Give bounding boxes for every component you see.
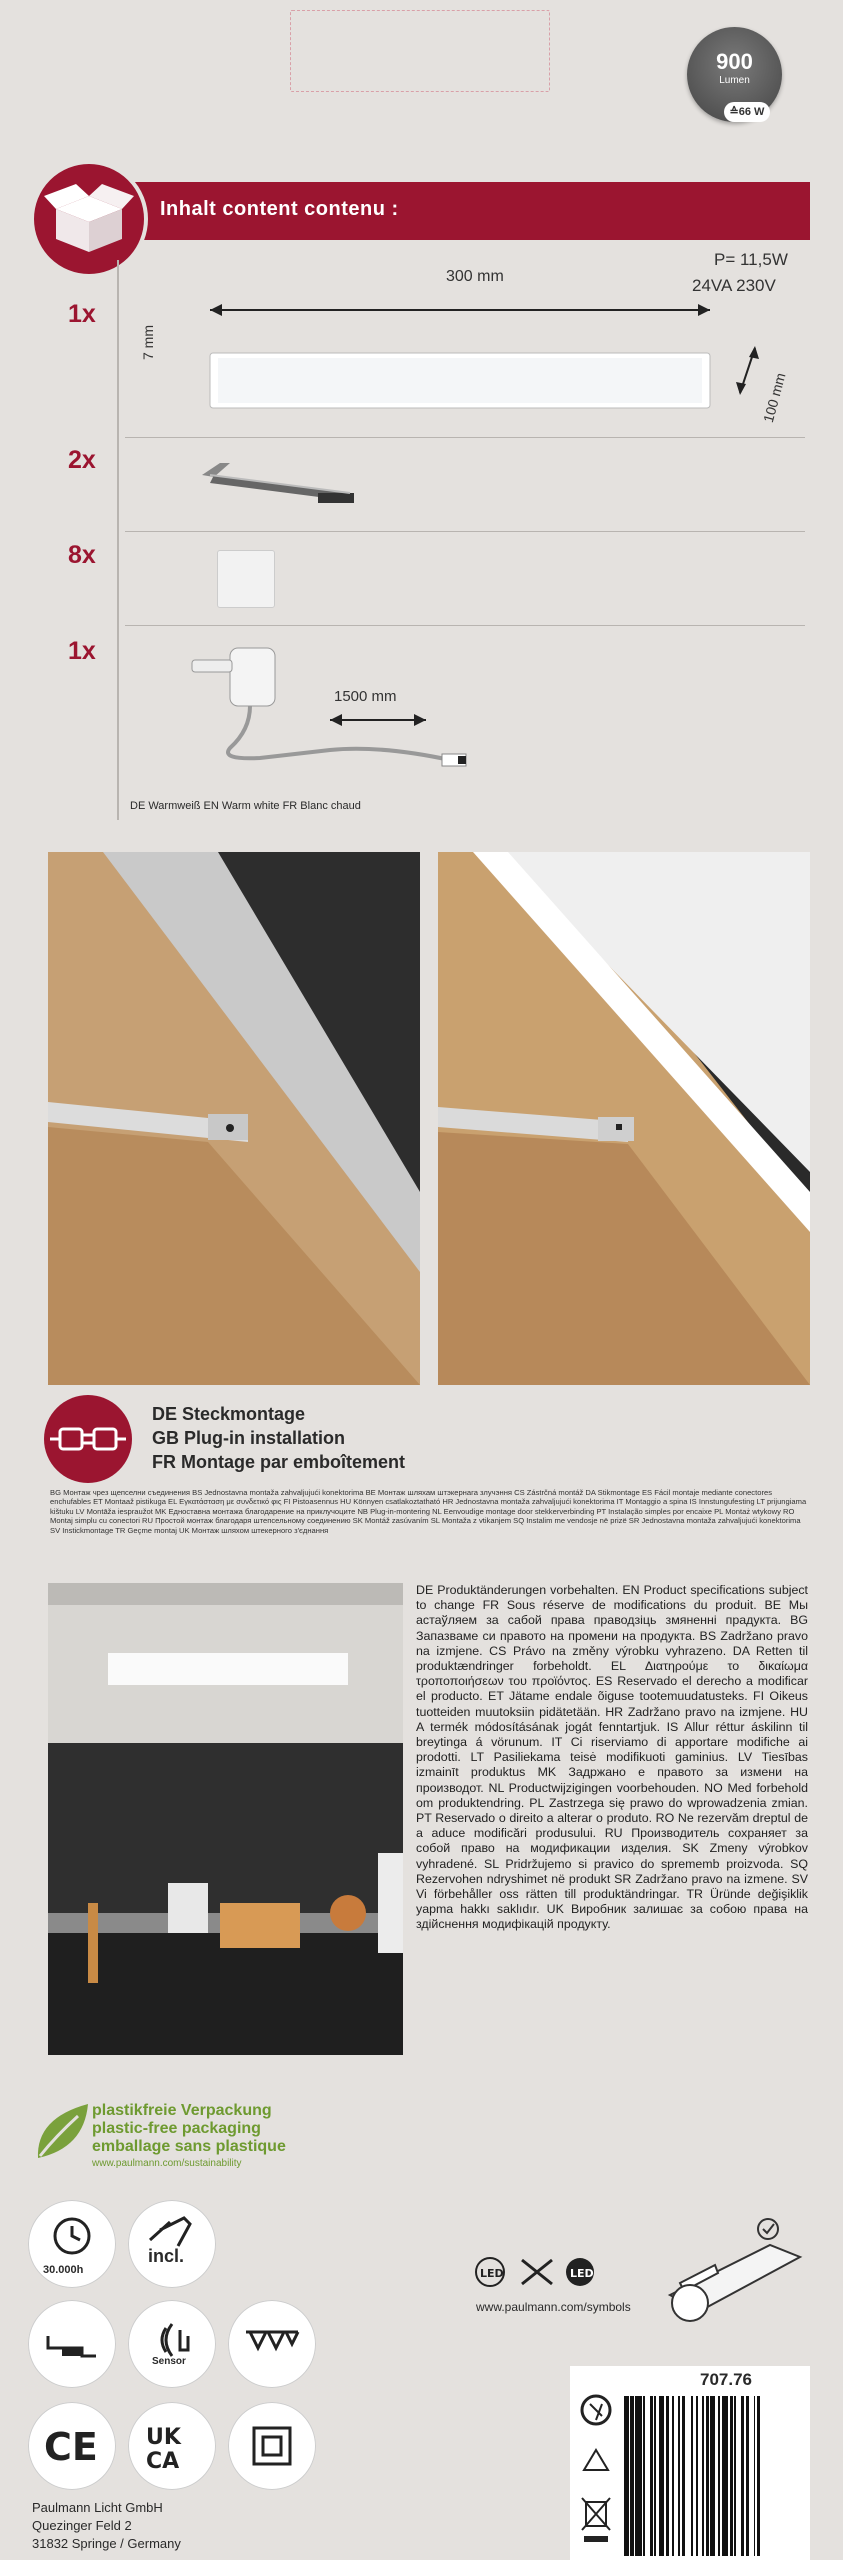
svg-text:LED: LED — [570, 2267, 594, 2280]
wall-mount-icon — [228, 2300, 316, 2388]
svg-text:UK: UK — [146, 2425, 181, 2450]
photo-kitchen-on — [438, 852, 810, 1385]
barcode-bar — [659, 2396, 664, 2556]
barcode-bar — [630, 2396, 633, 2556]
barcode-bar — [718, 2396, 720, 2556]
hang-tab-outline — [290, 10, 550, 92]
item-qty-4: 1x — [68, 637, 96, 665]
panel-width-label: 300 mm — [446, 268, 504, 285]
recycling-icons — [576, 2390, 616, 2560]
ukca-mark-icon — [128, 2402, 216, 2490]
under-cabinet-icon — [28, 2300, 116, 2388]
item-separator-3 — [125, 625, 805, 626]
assembly-diagram — [660, 2215, 820, 2325]
adhesive-pad-drawing — [217, 550, 275, 608]
barcode-bar — [643, 2396, 645, 2556]
leaf-icon — [32, 2100, 92, 2164]
company-name: Paulmann Licht GmbH — [32, 2500, 163, 2515]
colour-note: DE Warmweiß EN Warm white FR Blanc chaud — [130, 800, 361, 812]
cable-length-label: 1500 mm — [334, 688, 397, 705]
barcode-bar — [666, 2396, 669, 2556]
barcode-bar — [706, 2396, 709, 2556]
content-banner — [120, 182, 810, 240]
barcode-bar — [678, 2396, 680, 2556]
power-label: P= 11,5W — [714, 250, 788, 269]
barcode-bar — [754, 2396, 756, 2556]
barcode-bar — [691, 2396, 693, 2556]
photo-lifestyle — [48, 1583, 403, 2055]
watt-equivalent: ≙66 W — [724, 102, 770, 122]
content-divider-vertical — [117, 260, 119, 820]
packaging-fr: emballage sans plastique — [92, 2138, 286, 2155]
power-supply-drawing — [180, 640, 500, 790]
mounting-clip-drawing — [200, 455, 360, 515]
plug-in-icon — [44, 1395, 132, 1483]
content-title: Inhalt content contenu : — [160, 198, 399, 220]
barcode-bar — [672, 2396, 674, 2556]
packaging-de: plastikfreie Verpackung — [92, 2102, 272, 2119]
company-city: 31832 Springe / Germany — [32, 2536, 181, 2551]
mount-fr: FR Montage par emboîtement — [152, 1452, 406, 1472]
photo-kitchen-off — [48, 852, 420, 1385]
company-street: Quezinger Feld 2 — [32, 2518, 132, 2533]
item-qty-1: 1x — [68, 300, 96, 328]
mounting-multilang: BG Монтаж чрез щепселни съединения BS Jednostavna montaža zahvaljujući konektorima BE Монтаж шляхам штэкернага злучэння CS Zástrčná montáž DA Stikmontage ES Fácil montaje mediante conectores enchufables ET Montaaž pistikuga EL Εγκατάσταση με συνδετικό φις FI Pistoasennus HU Könnyen csatlakoztatható HR Jednostavna montaža zahvaljujući konektorima IT Montaggio a spina IS Innstungufesting LT prijungiama kištuku LV Montāža iespraužot MK Едноставна монтажа благодарение на приклучоците NB Plug-in-montering NL Eenvoudige montage door stekkerverbinding PT Instalação simples por encaixe PL Montaż wtykowy RO Montaj simplu cu conectori RU Простой монтаж благодаря штепсельному соединению SK Montáž zasúvaním SL Montaža z vtikanjem SQ Instalim me vendosje në prizë SR Jednostavna montaža zahvaljujući konektorima SV Instickmontage TR Geçme montaj UK Монтаж шляхом штекерного з'єднання — [50, 1488, 807, 1535]
barcode-bar — [624, 2396, 629, 2556]
panel-depth-label: 100 mm — [760, 371, 789, 425]
svg-text:CE: CE — [44, 2425, 98, 2469]
legal-notice: DE Produktänderungen vorbehalten. EN Product specifications subject to change FR Sous réserve de modifications du produit. BE Мы астаўляем за сабой права праводзіць змяненні прадукта. BG Запазваме си правото на промени на продукта. BS Zadržano pravo na izmjene. CS Právo na změny výrobku vyhrazeno. DA Retten til produktændringer forbeholdt. EL Διατηρούμε το δικαίωμα τροποποιήσεων του προϊόντος. ES Reservado el derecho a modificar el producto. ET Jätame endale õiguse tootemuudatusteks. FI Oikeus tuotteiden muutoksiin pidätetään. HR Zadržano pravo na izmjene. HU A termék módosításának jogát fenntartjuk. IS Allur réttur áskilinn til breytinga á vörunum. IT Ci riserviamo di apportare modifiche ai prodotti. LT Pasiliekama teisė modifikuoti gaminius. LV Tiesības izmainīt produktus MK Задржано е правото за измени на производот. NL Productwijzigingen voorbehouden. NO Med forbehold om produktendring. PL Zastrzega się prawo do wprowadzenia zmian. PT Reservado o direito a alterar o produto. RO Ne rezervăm dreptul de a aduce modificări produsului. RU Производитель сохраняет за собой право на модификации изделия. SK Zmeny výrobkov vyhradené. SL Pridržujemo si pravico do sprememb proizvoda. SQ Rezervohen ndryshimet në produkt SR Zadržano pravo na izmene. SV Vi förbehåller oss rätten till produktändringar. TR Üründe değişiklik yapma hakkı saklıdır. UK Виробник залишає за собою права на здійснення модифікацій продукту. — [416, 1583, 808, 1932]
lumen-unit: Lumen — [719, 75, 750, 86]
barcode-bar — [702, 2396, 704, 2556]
barcode-bar — [730, 2396, 733, 2556]
box-icon — [30, 160, 148, 278]
symbols-url: www.paulmann.com/symbols — [476, 2300, 631, 2314]
class-ii-icon — [228, 2402, 316, 2490]
led-included-icon — [128, 2200, 216, 2288]
lifetime-hours: 30.000h — [43, 2264, 84, 2276]
barcode-bar — [722, 2396, 728, 2556]
barcode-bar — [682, 2396, 685, 2556]
svg-text:CA: CA — [146, 2449, 180, 2474]
item-separator-2 — [125, 531, 805, 532]
mount-gb: GB Plug-in installation — [152, 1428, 345, 1448]
barcode-bar — [757, 2396, 760, 2556]
sensor-label: Sensor — [152, 2356, 186, 2367]
sensor-icon — [128, 2300, 216, 2388]
barcode — [624, 2396, 806, 2556]
barcode-bar — [654, 2396, 656, 2556]
svg-text:LED: LED — [480, 2267, 504, 2280]
voltage-label: 24VA 230V — [692, 276, 776, 295]
barcode-bar — [696, 2396, 698, 2556]
item-separator-1 — [125, 437, 805, 438]
barcode-bar — [741, 2396, 744, 2556]
panel-dimension-drawing — [200, 298, 800, 428]
mount-de: DE Steckmontage — [152, 1404, 306, 1424]
barcode-bar — [635, 2396, 641, 2556]
packaging-url: www.paulmann.com/sustainability — [92, 2158, 242, 2169]
article-number: 707.76 — [700, 2370, 752, 2389]
panel-height-label: 7 mm — [140, 325, 156, 360]
item-qty-2: 2x — [68, 446, 96, 474]
ce-mark-icon — [28, 2402, 116, 2490]
lumen-value: 900 — [716, 49, 753, 74]
item-qty-3: 8x — [68, 541, 96, 569]
barcode-bar — [746, 2396, 749, 2556]
barcode-bar — [710, 2396, 715, 2556]
barcode-bar — [734, 2396, 736, 2556]
barcode-bar — [650, 2396, 653, 2556]
led-symbols-icon — [472, 2252, 622, 2292]
packaging-en: plastic-free packaging — [92, 2120, 261, 2137]
incl-label: incl. — [148, 2246, 185, 2266]
